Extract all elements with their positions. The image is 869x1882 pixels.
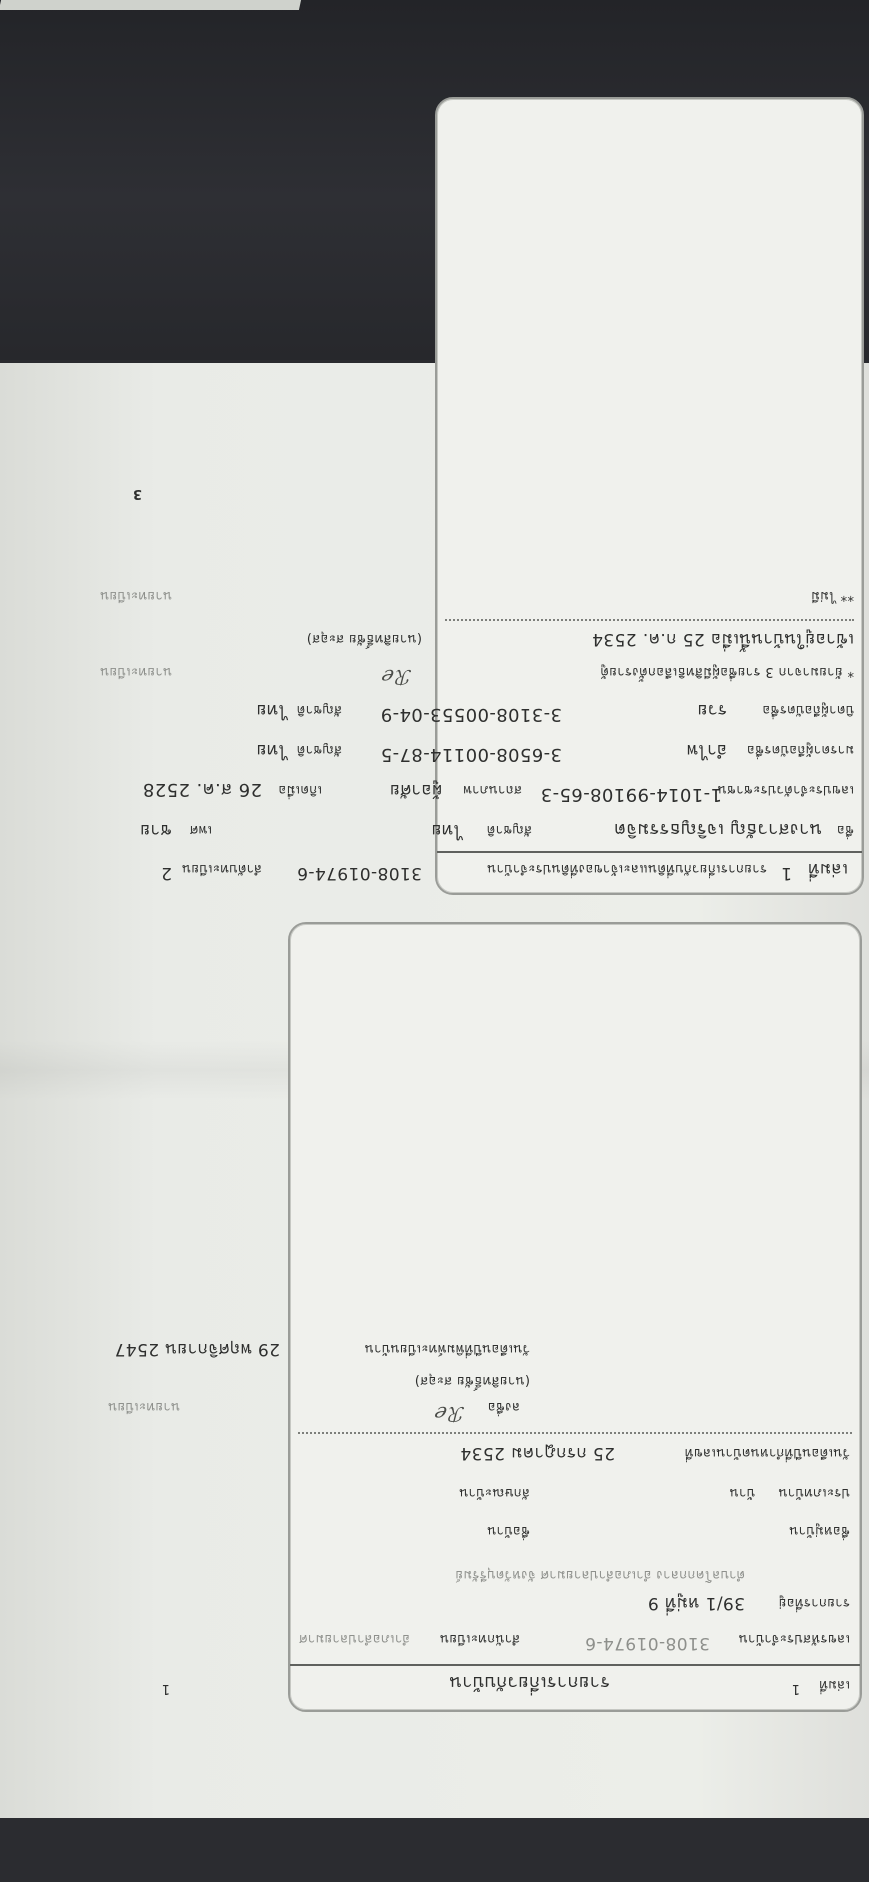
father-nationality-value: ไทย (256, 700, 287, 720)
print-date-value: 29 พฤศจิกายน 2547 (114, 1339, 280, 1359)
registrar-name: (นายสิทธิ์ชัย สะอุส) (414, 1373, 530, 1388)
status-value: ผู้อาศัย (389, 780, 442, 800)
house-type-label: ประเภทบ้าน (778, 1485, 850, 1500)
house-record-card (107, 922, 862, 1712)
father-id: 3-3108-00553-04-9 (380, 704, 562, 725)
card-subject: รายการเกี่ยวกับที่ดินและเจ้าของที่ดินประจำบ้าน (486, 861, 767, 876)
move-in-date: เข้าอยู่ในบ้านนี้เมื่อ 25 ก.ค. 2534 (591, 629, 854, 649)
house-features-label: ลักษณะบ้าน (458, 1485, 530, 1500)
house-code-label: เลขรหัสประจำบ้าน (738, 1631, 850, 1646)
birth-label: เกิดเมื่อ (278, 782, 322, 797)
registrar-label: นายทะเบียน (107, 1399, 180, 1414)
name-label: ชื่อ (836, 822, 854, 837)
dotted-divider (298, 1432, 852, 1434)
registrar-signature: ℛℯ (435, 1402, 465, 1426)
dotted-divider (445, 619, 854, 621)
register-office-value: อำเภอลำปลายมาศ (298, 1631, 410, 1646)
book-label: เล่มที่ (807, 859, 848, 879)
move-from-note: * ย้ายมาจาก 3 รายชื่อผู้มีสิทธิเลือกตั้งรายตู้ (600, 664, 854, 679)
name-value: นางสาวธัญ เจริญธรรมจิต (613, 819, 822, 840)
registrar-signature: ℛℯ (382, 665, 412, 689)
paper-corner-edge (0, 0, 301, 10)
registrar-name: (นายสิทธิ์ชัย สะอุส) (306, 631, 422, 646)
address-label: รายการที่อยู่ (778, 1595, 850, 1610)
page-number: 1 (161, 1681, 170, 1696)
print-date-label: วันเดือนปีที่พิมพ์ทะเบียนบ้าน (364, 1341, 530, 1356)
house-type-value: บ้าน (729, 1485, 755, 1500)
register-office-label: สำนักทะเบียน (439, 1631, 520, 1646)
date-issued-value: 25 กรกฎาคม 2534 (460, 1443, 615, 1463)
book-label: เล่มที่ (818, 1677, 850, 1692)
id-value: 1-1014-99108-65-3 (540, 784, 722, 805)
leather-background-bottom (0, 1818, 869, 1882)
date-issued-label: วันเดือนปีที่กำหนดบ้านเลขที่ (684, 1445, 850, 1460)
address-line-2: ตำบลโคกกลาง อำเภอลำปลายมาศ จังหวัดบุรีรัมย์ (455, 1567, 745, 1582)
nationality-value: ไทย (431, 820, 462, 840)
house-code-value: 3108-01974-6 (584, 1633, 710, 1653)
gender-label: เพศ (189, 822, 212, 837)
page-number: 3 (132, 486, 142, 501)
registrar-label-2: นายทะเบียน (99, 588, 172, 603)
card-title: รายการเกี่ยวกับบ้าน (449, 1672, 610, 1693)
order-value: 2 (160, 863, 172, 883)
father-name: รวย (697, 700, 727, 720)
gender-value: ชาย (139, 820, 172, 840)
order-label: ลำดับทะเบียน (181, 861, 262, 876)
house-name-label: ชื่อบ้าน (486, 1523, 530, 1538)
note-label: ** ไม่มี (810, 588, 854, 603)
sign-label: ลงชื่อ (487, 1399, 520, 1414)
village-label: ชื่อหมู่บ้าน (788, 1523, 850, 1538)
mother-nationality-value: ไทย (256, 740, 287, 760)
status-label: สถานภาพ (462, 782, 522, 797)
id-label: เลขประจำตัวประชาชน (717, 782, 854, 797)
mother-name: อำไพ (686, 740, 727, 760)
mother-id: 3-6508-00114-87-5 (380, 744, 562, 765)
mother-nationality-label: สัญชาติ (296, 742, 342, 757)
mother-label: มารดาผู้ถือบัตรชื่อ (746, 742, 854, 757)
house-code-value: 3108-01974-6 (296, 863, 422, 883)
resident-record-card (99, 97, 864, 895)
header-divider (290, 1664, 860, 1666)
father-label: บิดาผู้ถือบัตรชื่อ (762, 702, 854, 717)
nationality-label: สัญชาติ (486, 822, 532, 837)
birth-value: 26 ส.ค. 2528 (142, 779, 262, 800)
book-value: 1 (780, 863, 792, 883)
father-nationality-label: สัญชาติ (296, 702, 342, 717)
address-value: 39/1 หมู่ที่ 9 (647, 1593, 745, 1613)
book-value: 1 (791, 1681, 800, 1696)
registrar-label: นายทะเบียน (99, 664, 172, 679)
header-divider (437, 851, 862, 853)
